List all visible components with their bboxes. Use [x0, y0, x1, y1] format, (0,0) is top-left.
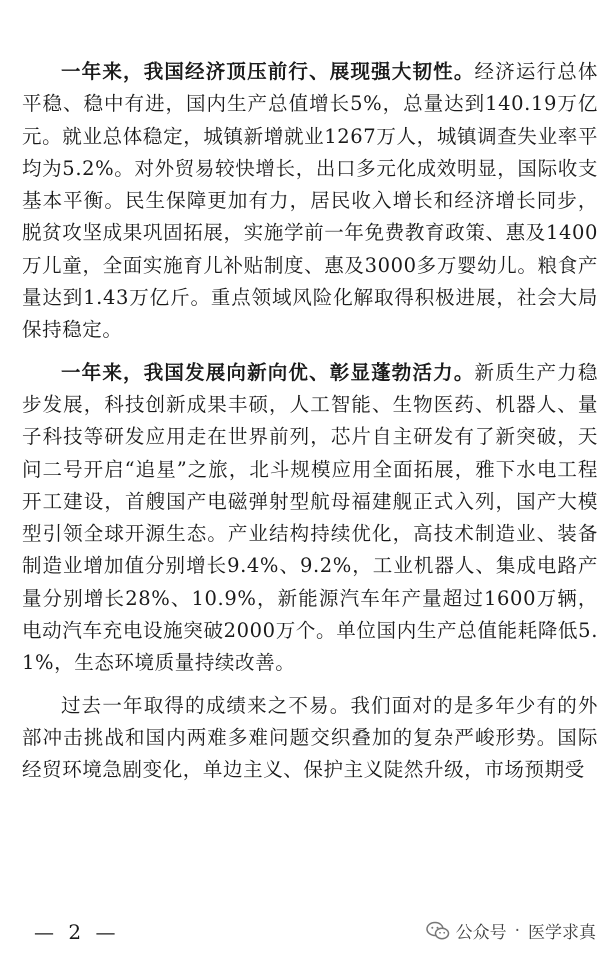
paragraph-lead: 一年来，我国发展向新向优、彰显蓬勃活力。	[61, 360, 475, 384]
document-body	[22, 56, 598, 787]
paragraph-achievements	[22, 690, 598, 787]
paragraph-development	[22, 357, 598, 680]
paragraph-body: 新质生产力稳步发展，科技创新成果丰硕，人工智能、生物医药、机器人、量子科技等研发应用走在世界前列，芯片自主研发有了新突破，天问二号开启“追星”之旅，北斗规模应用全面拓展，雅下水电工程开工建设，首艘国产电磁弹射型航母福建舰正式入列，国产大模型引领全球开源生态。产业结构持续优化，高技术制造业、装备制造业增加值分别增长9.4%、9.2%，工业机器人、集成电路产量分别增长28%、10.9%，新能源汽车年产量超过1600万辆，电动汽车充电设施突破2000万个。单位国内生产总值能耗降低5.1%，生态环境质量持续改善。	[22, 360, 598, 675]
paragraph-body: 过去一年取得的成绩来之不易。我们面对的是多年少有的外部冲击挑战和国内两难多难问题交织叠加的复杂严峻形势。国际经贸环境急剧变化，单边主义、保护主义陡然升级，市场预期受	[22, 693, 598, 782]
watermark-separator: ·	[514, 920, 520, 941]
paragraph-lead: 一年来，我国经济顶压前行、展现强大韧性。	[61, 60, 475, 83]
watermark	[426, 918, 596, 943]
paragraph-economy	[22, 56, 598, 347]
page-number: — 2 —	[34, 920, 120, 944]
paragraph-body: 经济运行总体平稳、稳中有进，国内生产总值增长5%，总量达到140.19万亿元。就业总体稳定，城镇新增就业1267万人，城镇调查失业率平均为5.2%。对外贸易较快增长，出口多元化成效明显，国际收支基本平衡。民生保障更加有力，居民收入增长和经济增长同步，脱贫攻坚成果巩固拓展，实施学前一年免费教育政策、惠及1400万儿童，全面实施育儿补贴制度、惠及3000多万婴幼儿。粮食产量达到1.43万亿斤。重点领域风险化解取得积极进展，社会大局保持稳定。	[22, 60, 598, 342]
watermark-source: 公众号	[455, 923, 507, 943]
watermark-name: 医学求真	[528, 923, 596, 943]
wechat-icon	[426, 921, 450, 941]
